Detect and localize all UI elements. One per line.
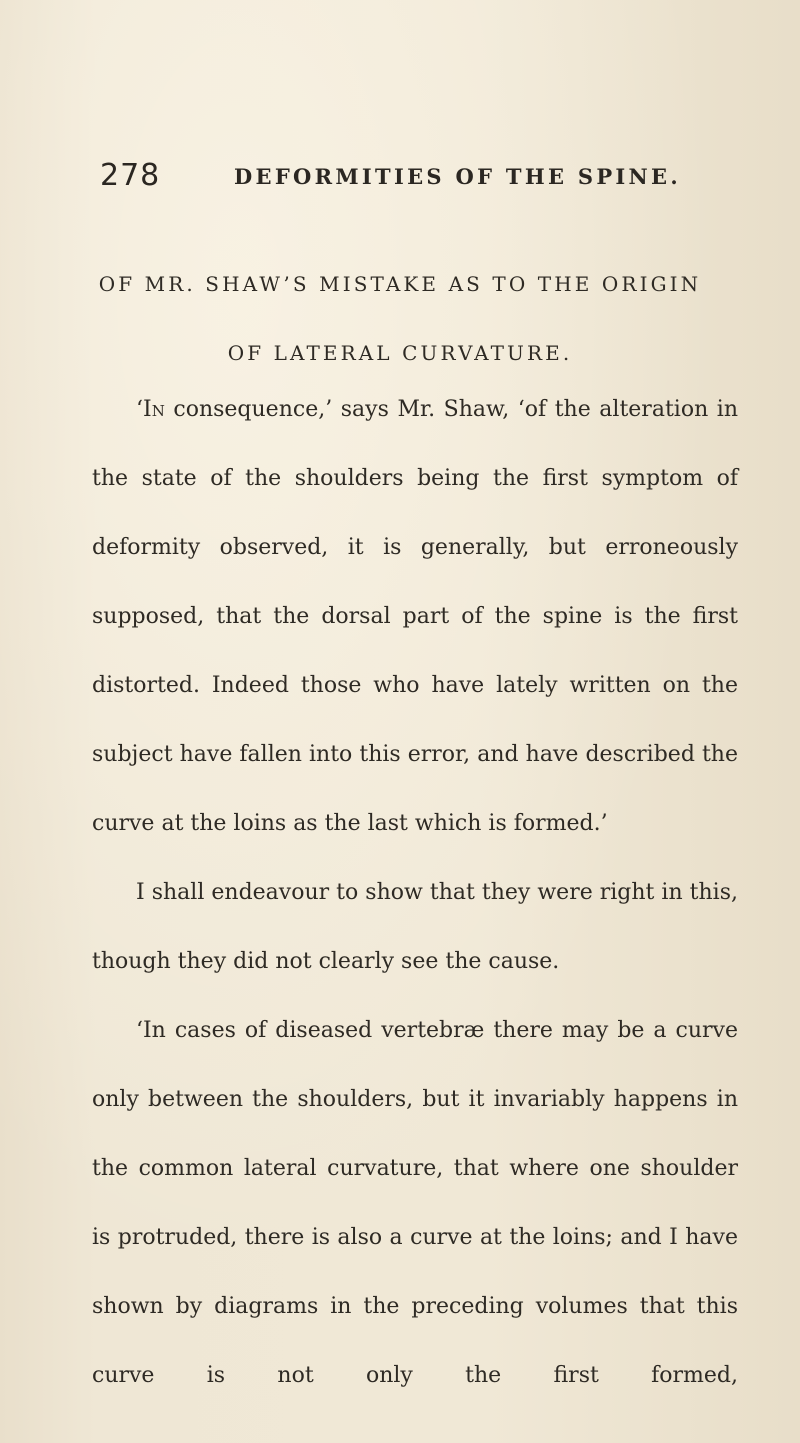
paragraph-1 [92,375,738,858]
paragraph-1-initial: In [143,397,165,422]
page-number: 278 [100,158,161,193]
section-title-line-1: OF MR. SHAW’S MISTAKE AS TO THE ORIGIN [98,272,702,296]
paragraph-1-text: consequence,’ says Mr. Shaw, ‘of the alteration in the state of the shoulders being the first symptom of deformity observed, it is generally, but erroneously supposed, that the dorsal part of the spine is the first distorted. Indeed those who have lately written on the subject have fallen into this error, and have described the curve at the loins as the last which is formed.’ [92,397,738,836]
section-title-line-2: OF LATERAL CURVATURE. [227,341,573,365]
opening-quote: ‘ [136,397,143,422]
running-head: DEFORMITIES OF THE SPINE. [234,164,681,189]
paragraph-3: ‘In cases of diseased vertebræ there may be a curve only between the shoulders, but it invariably happens in the common lateral curvature, that where one shoulder is protruded, there is also a curve at the loins; and I have shown by diagrams in the preceding volumes that this curve is not only the first formed, [92,1018,738,1388]
paragraph-2: I shall endeavour to show that they were right in this, though they did not clearly see the cause. [92,880,738,974]
body-text [92,375,738,1410]
page-header [100,158,740,198]
